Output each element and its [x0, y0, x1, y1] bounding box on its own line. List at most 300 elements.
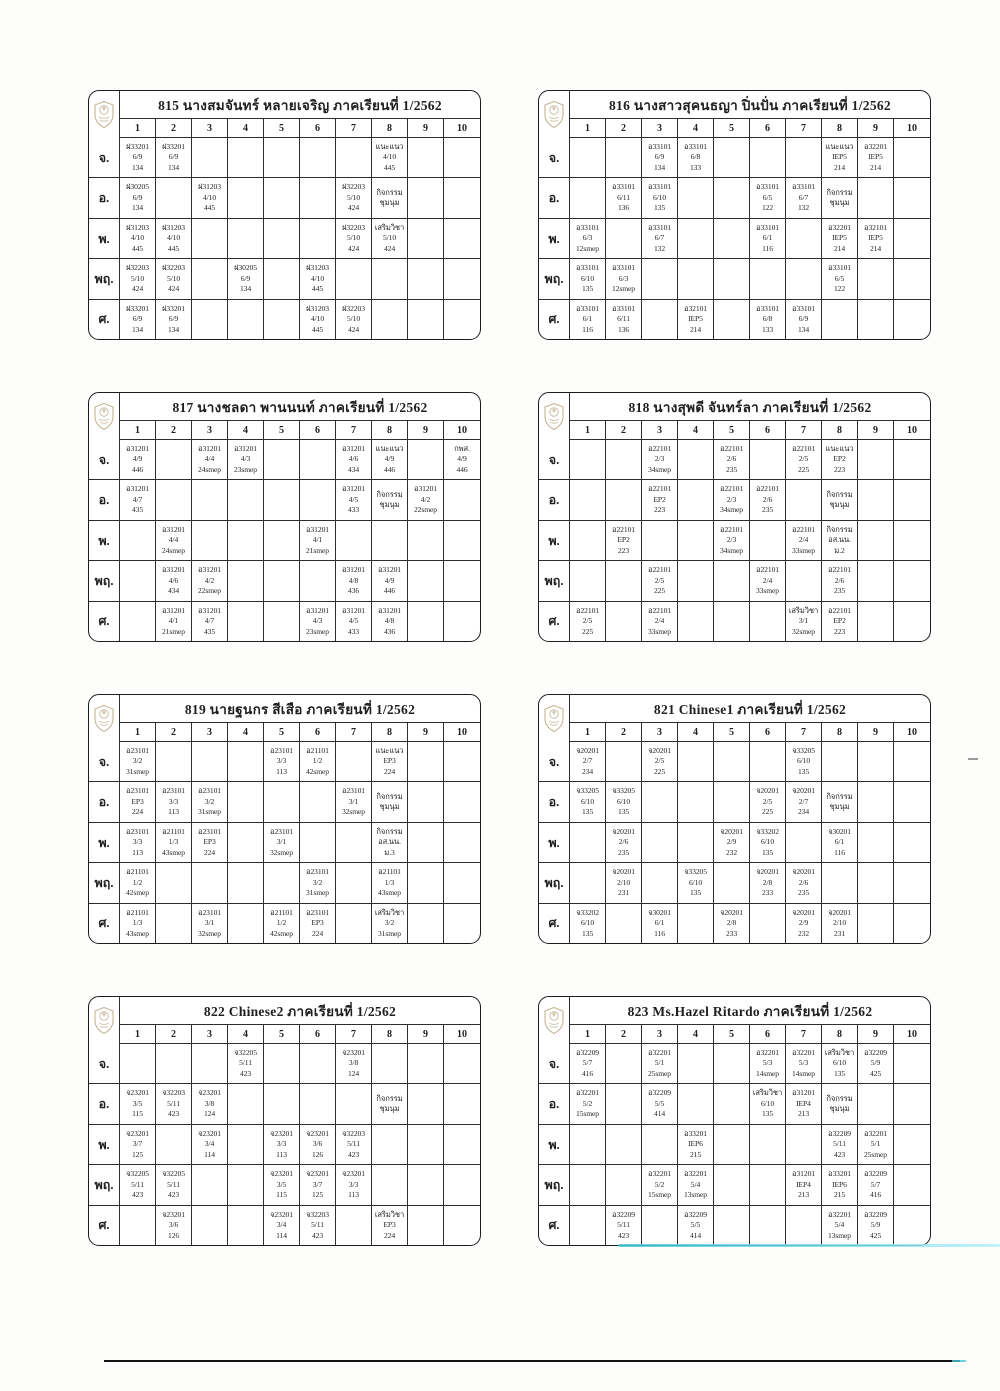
period-cell: [372, 521, 408, 560]
course-code: ฝ32203: [342, 222, 365, 232]
room: 445: [203, 203, 216, 213]
period-cell: [300, 561, 336, 600]
period-cell: [372, 742, 408, 781]
room: 434: [347, 464, 360, 474]
course-code: อ32101: [864, 222, 887, 232]
class-group: 2/4: [654, 616, 665, 626]
period-cell: [300, 219, 336, 258]
period-cell: [264, 823, 300, 862]
class-group: 5/11: [617, 1220, 630, 1230]
period-cell: [786, 480, 822, 519]
course-code: จ32205: [126, 1169, 149, 1179]
period-header: 9: [858, 723, 894, 741]
period-cell: [894, 138, 930, 177]
course-code: ฝ32203: [342, 182, 365, 192]
period-cell: [408, 138, 444, 177]
period-cell: [894, 300, 930, 339]
class-group: 2/3: [726, 535, 737, 545]
class-group: 4/4: [204, 454, 215, 464]
timetable-title: 817 นางชลดา พานนนท์ ภาคเรียนที่ 1/2562: [120, 393, 480, 421]
period-cell: [678, 300, 714, 339]
logo-cell: [89, 695, 120, 742]
class-group: 2/5: [654, 575, 665, 585]
course-code: ฝ32203: [342, 303, 365, 313]
room: 424: [131, 284, 144, 294]
scan-bottom-line-artifact: [104, 1360, 960, 1362]
period-cell: [750, 480, 786, 519]
timetable-title: 816 นางสาวสุคนธญา ปิ่นปั่น ภาคเรียนที่ 1/2562: [570, 91, 930, 119]
period-cell: [228, 1165, 264, 1204]
class-group: 3/7: [132, 1139, 143, 1149]
room: 224: [131, 807, 144, 817]
room: 424: [383, 243, 396, 253]
room: 234: [797, 807, 810, 817]
period-cell: [336, 219, 372, 258]
period-cell: [606, 178, 642, 217]
timetable-body: [539, 742, 930, 943]
class-group: 5/10: [166, 273, 181, 283]
period-cell: [606, 138, 642, 177]
period-cell: [606, 300, 642, 339]
class-group: 6/9: [168, 152, 179, 162]
period-cell: [678, 863, 714, 902]
period-header: 1: [570, 119, 606, 137]
period-cell: [228, 1125, 264, 1164]
course-code: ฝ33201: [162, 303, 185, 313]
period-header: 5: [264, 119, 300, 137]
period-cell: [750, 300, 786, 339]
class-group: 6/9: [240, 273, 251, 283]
period-cell: [642, 561, 678, 600]
period-cell: [300, 823, 336, 862]
period-cell: [156, 1206, 192, 1245]
period-cell: [228, 1206, 264, 1245]
class-group: 2/8: [762, 877, 773, 887]
period-cell: [228, 742, 264, 781]
room: 134: [167, 162, 180, 172]
period-cell: [156, 521, 192, 560]
period-cell: [678, 823, 714, 862]
room: 31smep: [197, 807, 222, 817]
room: 235: [725, 464, 738, 474]
period-cell: [192, 259, 228, 298]
course-code: ฝ31203: [306, 303, 329, 313]
room: 225: [761, 807, 774, 817]
period-cell: [858, 863, 894, 902]
course-code: จ32205: [162, 1169, 185, 1179]
day-row: [89, 1084, 480, 1124]
period-cell: [120, 904, 156, 943]
period-cell: [894, 521, 930, 560]
day-row: [89, 1165, 480, 1205]
period-header: 4: [678, 119, 714, 137]
period-cell: [822, 904, 858, 943]
period-header: 8: [822, 1025, 858, 1043]
course-code: กพส.: [454, 443, 470, 453]
class-group: 6/3: [582, 233, 593, 243]
period-cell: [894, 178, 930, 217]
course-code: อ22101: [828, 605, 851, 615]
room: 214: [833, 243, 846, 253]
period-cell: [606, 1084, 642, 1123]
period-header: 6: [750, 421, 786, 439]
room: 223: [617, 545, 630, 555]
period-cell: [714, 521, 750, 560]
period-cell: [408, 1084, 444, 1123]
class-group: 5/3: [798, 1058, 809, 1068]
period-header: 4: [678, 421, 714, 439]
period-cell: [372, 219, 408, 258]
period-cell: [570, 904, 606, 943]
course-code: อ33101: [576, 263, 599, 273]
period-cell: [120, 521, 156, 560]
school-crest-icon: [92, 402, 116, 431]
course-code: อ33101: [648, 141, 671, 151]
day-row: [539, 1165, 930, 1205]
course-code: ฝ30205: [126, 182, 149, 192]
room: 235: [761, 505, 774, 515]
period-cell: [750, 1165, 786, 1204]
period-cell: [786, 1206, 822, 1245]
period-cell: [444, 259, 480, 298]
period-cell: [642, 178, 678, 217]
class-group: 5/5: [654, 1098, 665, 1108]
period-header: 7: [336, 723, 372, 741]
class-group: 5/9: [870, 1220, 881, 1230]
period-cell: [894, 480, 930, 519]
day-row: [539, 823, 930, 863]
room: 134: [797, 324, 810, 334]
period-cell: [444, 863, 480, 902]
course-code: อ22101: [720, 484, 743, 494]
day-label: ศ.: [539, 1206, 570, 1245]
period-header: 4: [228, 1025, 264, 1043]
period-cell: [372, 1165, 408, 1204]
timetable-822: [88, 996, 481, 1246]
period-cell: [642, 1165, 678, 1204]
period-cell: [264, 521, 300, 560]
period-cell: [156, 219, 192, 258]
period-cell: [570, 440, 606, 479]
period-cell: [750, 138, 786, 177]
period-cell: [750, 561, 786, 600]
period-header-row: [570, 421, 930, 440]
day-label: จ.: [539, 138, 570, 177]
day-row: [89, 561, 480, 601]
period-cell: [156, 823, 192, 862]
course-code: อ33201: [684, 1128, 707, 1138]
course-code: จ33202: [576, 907, 599, 917]
period-cell: [336, 823, 372, 862]
class-group: IEP6: [688, 1139, 703, 1149]
day-label: อ.: [539, 1084, 570, 1123]
room: 33smep: [791, 545, 816, 555]
period-header: 4: [678, 1025, 714, 1043]
course-code: อ22101: [720, 524, 743, 534]
room: 235: [833, 586, 846, 596]
course-code: กิจกรรม: [376, 1093, 403, 1103]
room: 423: [131, 1190, 144, 1200]
room: 113: [132, 847, 143, 857]
period-cell: [894, 823, 930, 862]
period-cell: [336, 480, 372, 519]
period-cell: [444, 219, 480, 258]
room: 231: [617, 888, 630, 898]
class-group: 5/3: [762, 1058, 773, 1068]
course-code: จ33205: [684, 867, 707, 877]
period-cell: [642, 1206, 678, 1245]
class-group: 5/11: [347, 1139, 360, 1149]
period-cell: [120, 602, 156, 641]
period-cell: [894, 1125, 930, 1164]
room: 214: [833, 162, 846, 172]
period-cell: [570, 1206, 606, 1245]
course-code: อ32209: [864, 1047, 887, 1057]
room: 445: [167, 243, 180, 253]
room: 135: [617, 807, 630, 817]
room: 125: [131, 1149, 144, 1159]
period-header: 9: [408, 723, 444, 741]
day-row: [89, 440, 480, 480]
room: 134: [131, 203, 144, 213]
course-code: จ23201: [126, 1088, 149, 1098]
timetable-821: [538, 694, 931, 944]
class-group: 6/8: [762, 314, 773, 324]
class-group: 4/10: [310, 273, 325, 283]
room: 43smep: [161, 847, 186, 857]
class-group: 5/10: [130, 273, 145, 283]
period-header: 2: [156, 723, 192, 741]
logo-cell: [89, 393, 120, 440]
period-cell: [192, 863, 228, 902]
room: 232: [797, 928, 810, 938]
period-cell: [372, 823, 408, 862]
day-row: [89, 904, 480, 943]
period-cell: [606, 440, 642, 479]
class-group: ชุมนุม: [379, 500, 400, 510]
class-group: 4/10: [166, 233, 181, 243]
class-group: 2/7: [798, 796, 809, 806]
day-label: อ.: [539, 782, 570, 821]
course-code: อ22101: [576, 605, 599, 615]
room: 115: [132, 1109, 143, 1119]
room: 214: [869, 243, 882, 253]
period-cell: [714, 823, 750, 862]
period-cell: [228, 480, 264, 519]
room: 31smep: [377, 928, 402, 938]
day-label: จ.: [539, 1044, 570, 1083]
period-cell: [786, 300, 822, 339]
period-cell: [156, 742, 192, 781]
period-cell: [822, 1206, 858, 1245]
class-group: 6/11: [617, 192, 630, 202]
course-code: อ23101: [126, 745, 149, 755]
room: 33smep: [755, 586, 780, 596]
period-cell: [372, 300, 408, 339]
class-group: 2/5: [582, 616, 593, 626]
period-cell: [570, 219, 606, 258]
room: 446: [383, 464, 396, 474]
period-cell: [750, 823, 786, 862]
period-cell: [714, 1044, 750, 1083]
class-group: 3/2: [204, 796, 215, 806]
period-header: 3: [192, 723, 228, 741]
class-group: EP2: [653, 494, 666, 504]
period-header: 10: [907, 1028, 917, 1040]
course-code: อ32201: [864, 141, 887, 151]
class-group: 4/8: [384, 616, 395, 626]
course-code: อ23101: [198, 826, 221, 836]
class-group: 3/1: [276, 837, 287, 847]
room: 445: [383, 162, 396, 172]
course-code: ฝ30205: [234, 263, 257, 273]
course-code: เสริมวิชา: [374, 1209, 405, 1219]
course-code: จ23201: [306, 1169, 329, 1179]
period-header: 7: [786, 119, 822, 137]
class-group: 6/10: [688, 877, 703, 887]
course-code: จ32205: [234, 1047, 257, 1057]
period-cell: [444, 300, 480, 339]
period-header: 1: [120, 119, 156, 137]
class-group: 2/8: [726, 918, 737, 928]
day-label: จ.: [89, 742, 120, 781]
period-header: 9: [408, 1025, 444, 1043]
course-code: อ32209: [648, 1088, 671, 1098]
period-header: 6: [300, 421, 336, 439]
day-row: [539, 1084, 930, 1124]
class-group: 5/10: [382, 233, 397, 243]
period-header: 10: [457, 1028, 467, 1040]
timetable-body: [89, 742, 480, 943]
period-cell: [192, 1084, 228, 1123]
period-header-row: [570, 723, 930, 742]
course-code: จ23201: [198, 1128, 221, 1138]
room: 445: [131, 243, 144, 253]
day-row: [539, 863, 930, 903]
room: 423: [167, 1190, 180, 1200]
period-cell: [264, 480, 300, 519]
day-label: อ.: [539, 178, 570, 217]
room: 223: [833, 626, 846, 636]
period-cell: [642, 480, 678, 519]
class-group: IEP6: [832, 1179, 847, 1189]
course-code: อ21101: [306, 745, 329, 755]
period-cell: [444, 1044, 480, 1083]
period-cell: [264, 219, 300, 258]
class-group: ชุมนุม: [379, 198, 400, 208]
day-label: พฤ.: [89, 863, 120, 902]
school-crest-icon: [542, 402, 566, 431]
period-cell: [156, 480, 192, 519]
course-code: อ32209: [864, 1169, 887, 1179]
class-group: IEP4: [796, 1179, 811, 1189]
period-header: 6: [300, 1025, 336, 1043]
period-cell: [336, 178, 372, 217]
period-cell: [570, 300, 606, 339]
period-cell: [822, 138, 858, 177]
period-cell: [120, 440, 156, 479]
period-cell: [750, 521, 786, 560]
course-code: จ32203: [162, 1088, 185, 1098]
period-cell: [678, 440, 714, 479]
class-group: 4/10: [202, 192, 217, 202]
timetable-body: [89, 440, 480, 641]
period-cell: [444, 440, 480, 479]
period-cell: [894, 904, 930, 943]
course-code: อ21101: [270, 907, 293, 917]
period-cell: [372, 480, 408, 519]
course-code: อ23101: [342, 786, 365, 796]
course-code: อ33101: [612, 263, 635, 273]
class-group: 3/1: [348, 796, 359, 806]
course-code: อ23101: [198, 907, 221, 917]
day-row: [539, 1206, 930, 1245]
class-group: 6/11: [617, 314, 630, 324]
room: 24smep: [197, 464, 222, 474]
class-group: 6/10: [832, 1058, 847, 1068]
period-cell: [714, 1165, 750, 1204]
period-header: 3: [642, 119, 678, 137]
school-crest-icon: [92, 1006, 116, 1035]
timetable-header: [539, 91, 930, 138]
day-row: [539, 259, 930, 299]
day-label: พฤ.: [89, 1165, 120, 1204]
room: 24smep: [161, 545, 186, 555]
period-cell: [336, 300, 372, 339]
period-cell: [300, 782, 336, 821]
course-code: กิจกรรม: [826, 1093, 853, 1103]
course-code: อ21101: [378, 867, 401, 877]
class-group: 3/4: [276, 1220, 287, 1230]
course-code: กิจกรรม: [376, 187, 403, 197]
period-header: 6: [300, 723, 336, 741]
period-cell: [822, 300, 858, 339]
period-cell: [336, 440, 372, 479]
period-cell: [714, 561, 750, 600]
period-header: 10: [457, 122, 467, 134]
class-group: 1/3: [384, 877, 395, 887]
school-crest-icon: [92, 704, 116, 733]
course-code: อ22101: [648, 605, 671, 615]
period-cell: [714, 219, 750, 258]
course-code: อ31201: [162, 565, 185, 575]
period-cell: [372, 178, 408, 217]
class-group: IEP4: [796, 1098, 811, 1108]
room: 416: [581, 1068, 594, 1078]
course-code: อ32101: [684, 303, 707, 313]
period-cell: [408, 823, 444, 862]
course-code: อ32201: [576, 1088, 599, 1098]
class-group: 6/1: [654, 918, 665, 928]
period-cell: [858, 178, 894, 217]
period-cell: [642, 602, 678, 641]
period-cell: [894, 440, 930, 479]
course-code: อ33101: [648, 182, 671, 192]
room: 14smep: [791, 1068, 816, 1078]
period-cell: [786, 1044, 822, 1083]
period-cell: [786, 863, 822, 902]
period-cell: [192, 300, 228, 339]
room: 135: [761, 847, 774, 857]
period-cell: [336, 521, 372, 560]
class-group: 2/5: [762, 796, 773, 806]
period-cell: [408, 1206, 444, 1245]
class-group: 5/10: [346, 314, 361, 324]
period-cell: [678, 782, 714, 821]
room: 132: [653, 243, 666, 253]
day-label: พ.: [89, 823, 120, 862]
course-code: อ22101: [792, 524, 815, 534]
